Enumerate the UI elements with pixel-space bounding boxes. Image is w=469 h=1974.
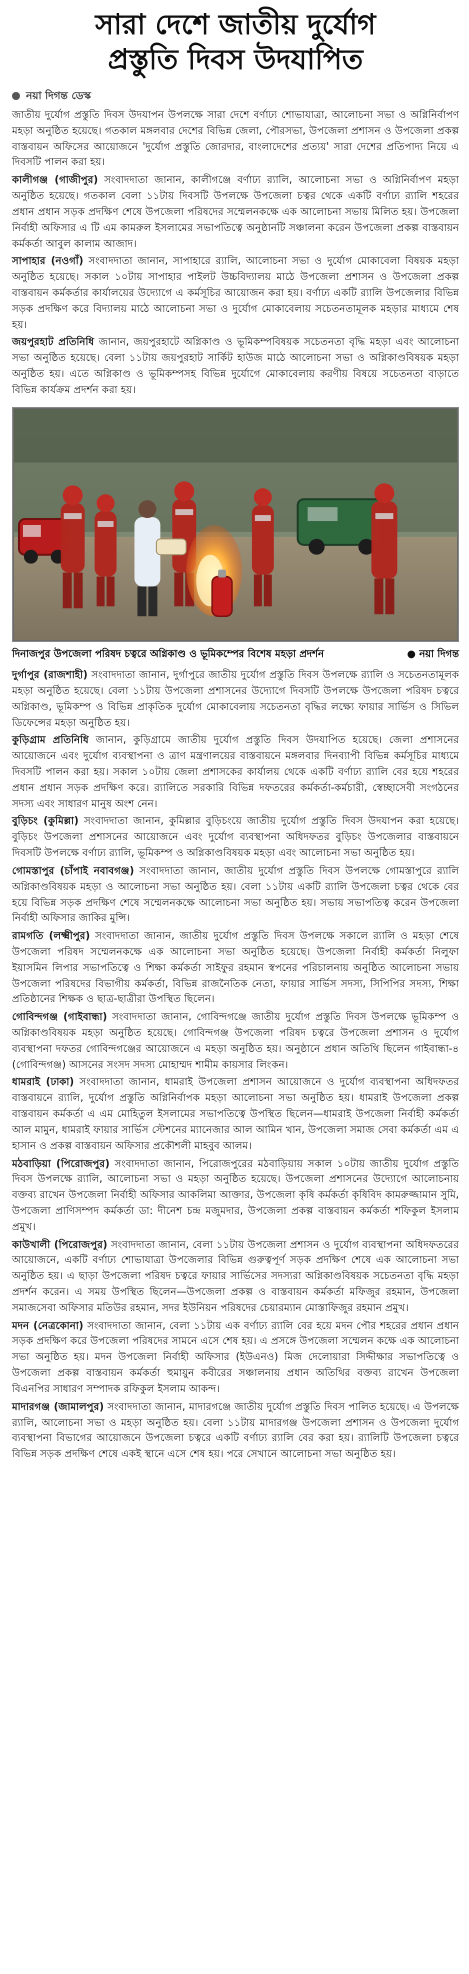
top-paragraphs — [12, 173, 459, 400]
bottom-dateline: গোবিন্দগঞ্জ (গাইবান্ধা) — [12, 1012, 108, 1024]
bottom-dateline: বুড়িচং (কুমিল্লা) — [12, 816, 79, 828]
bottom-dateline: গোমস্তাপুর (চাঁপাই নবাবগঞ্জ) — [12, 865, 135, 877]
photo-caption-text: দিনাজপুর উপজেলা পরিষদ চত্বরে অগ্নিকাণ্ড ও ভূমিকম্পের বিশেষ মহড়া প্রদর্শন — [12, 648, 324, 660]
lead-paragraph: জাতীয় দুর্যোগ প্রস্তুতি দিবস উদযাপন উপলক্ষে সারা দেশে বর্ণাঢ্য শোভাযাত্রা, আলোচনা সভা ও অগ্নিনির্বাপণ মহড়া অনুষ্ঠিত হয়েছে। গতকাল মঙ্গলবার দেশের বিভিন্ন জেলা, পৌরসভা, উপজেলা প্রশাসন ও উপজেলা প্রকল্প বাস্তবায়ন অফিসের আয়োজনে 'দুর্যোগ প্রস্তুতি জোরদার, বাংলাদেশের প্রত্যয়' সারা দেশের প্রতিপাদ্য নিয়ে এ দিবসটি পালন করা হয়। — [12, 110, 459, 169]
bottom-dateline: মঠবাড়িয়া (পিরোজপুর) — [12, 1158, 110, 1170]
top-body: সংবাদদাতা জানান, কালীগঞ্জে বর্ণাঢ্য র‌্যালি, আলোচনা সভা ও অগ্নিনির্বাপণ মহড়া অনুষ্ঠিত হয়েছে। গতকাল বেলা ১১টায় দিবসটি উপলক্ষে উপজেলা চত্বর থেকে একটি বর্ণাঢ্য র‌্যালি শহরের প্রধান প্রধান সড়ক প্রদক্ষিণ শেষে উপজেলা পরিষদের সম্মেলনকক্ষে এক আলোচনা সভায় মিলিত হয়। উপজেলা নির্বাহী অফিসার এ টি এম কামরুল ইসলামের সভাপতিত্বে অনুষ্ঠানটি সঞ্চালনা করেন উপজেলা প্রকল্প বাস্তবায়ন কর্মকর্তা আবুল কালাম আজাদ। — [12, 175, 459, 250]
bottom-body: সংবাদদাতা জানান, বেলা ১১টায় এক বর্ণাঢ্য র‌্যালি বের হয়ে মদন পৌর শহরের প্রধান প্রধান সড়ক প্রদক্ষিণ করে উপজেলা পরিষদের সামনে এসে শেষ হয়। এ প্রসঙ্গে উপজেলা সম্মেলন কক্ষে এক আলোচনা সভা অনুষ্ঠিত হয়। মদন উপজেলা নির্বাহী অফিসার (ইউএনও) মিজ দেলোয়ারা সিদ্দীক্ষার সভাপতিত্বে ও উপজেলা প্রকল্প বাস্তবায়ন কর্মকর্তা হুমায়ুন কবীরের সঞ্চালনায় প্রধান অতিথির বক্তব্য রাখেন উপজেলা বিএনপির সাধারণ সম্পাদক রফিকুল ইসলাম আকন্দ। — [12, 1320, 459, 1395]
bottom-body: সংবাদদাতা জানান, বেলা ১১টায় উপজেলা প্রশাসন ও দুর্যোগ ব্যবস্থাপনা অধিদফতরের আয়োজনে, একটি বর্ণাঢ্য শোভাযাত্রা উপজেলার বিভিন্ন গুরুত্বপূর্ণ সড়ক প্রদক্ষিণ শেষে এক আলোচনা সভা অনুষ্ঠিত হয়। এ ছাড়া উপজেলা পরিষদ চত্বরে ফায়ার সার্ভিসের সদস্যরা অগ্নিকাণ্ডবিষয়ক সচেতনতা বৃদ্ধি মহড়া প্রদর্শন করেন। এ সময় উপস্থিত ছিলেন—উপজেলা প্রকল্প ও বাস্তবায়ন কর্মকর্তা মফিজুর রহমান, উপজেলা সমাজসেবা অফিসার মতিউর রহমান, সদর ইউনিয়ন পরিষদের চেয়ারম্যান মোস্তাফিজুর রহমান প্রমুখ। — [12, 1239, 459, 1314]
article-photo — [12, 407, 459, 642]
headline-line-1: সারা দেশে জাতীয় দুর্যোগ — [95, 8, 376, 41]
bottom-paragraph — [12, 864, 459, 927]
top-paragraph — [12, 335, 459, 398]
top-dateline: সাপাহার (নওগাঁ) — [12, 256, 84, 268]
bottom-dateline: দুর্গাপুর (রাজশাহী) — [12, 670, 88, 682]
bottom-body: সংবাদদাতা জানান, গোবিন্দগঞ্জে জাতীয় দুর্যোগ প্রস্তুতি দিবস উপলক্ষে ভূমিকম্প ও অগ্নিকাণ্ডবিষয়ক মহড়া অনুষ্ঠিত হয়েছে। গোবিন্দগঞ্জ উপজেলা পরিষদ চত্বরে উপজেলা প্রশাসন ও দুর্যোগ ব্যবস্থাপনা দফতর গোবিন্দগঞ্জের আয়োজনে এ মহড়া অনুষ্ঠিত হয়। অনুষ্ঠানে প্রধান অতিথি ছিলেন গাইবান্ধা-৪ (গোবিন্দগঞ্জ) আসনের সংসদ সদস্য মোহাম্মদ শামীম কায়সার লিংকন। — [12, 1012, 460, 1071]
bottom-body: সংবাদদাতা জানান, দুর্গাপুরে জাতীয় দুর্যোগ প্রস্তুতি দিবস উপলক্ষে র‌্যালি ও সচেতনতামূলক মহড়া অনুষ্ঠিত হয়েছে। বেলা ১১টায় উপজেলা প্রশাসনের উদ্যোগে দিবসটি উপলক্ষে উপজেলা পরিষদ চত্বরে অগ্নিকাণ্ড, ভূমিকম্প ও বিভিন্ন প্রাকৃতিক দুর্যোগ মোকাবেলায় সচেতনতা বৃদ্ধির লক্ষ্যে ফায়ার সার্ভিস ও সিভিল ডিফেন্সের মহড়া অনুষ্ঠিত হয়। — [12, 670, 459, 729]
bottom-body: সংবাদদাতা জানান, ধামরাই উপজেলা প্রশাসন আয়োজনে ও দুর্যোগ ব্যবস্থাপনা অধিদফতর বাস্তবায়নে র‌্যালি, দুর্যোগ প্রস্তুতি অগ্নিনির্বাপক মহড়া আলোচনা সভা অনুষ্ঠিত হয়। ধামরাই উপজেলা প্রকল্প বাস্তবায়ন কর্মকর্তা এ এম মোহিতুল ইসলামের সভাপতিত্বে উপস্থিত ছিলেন—ধামরাই উপজেলা নির্বাহী কর্মকর্তা আল মামুন, ধামরাই ফায়ার সার্ভিস স্টেশনের ম্যানেজার আল আমিন খান, উপজেলা সমাজ সেবা কর্মকর্তা এম এ হাসান ও প্রকল্প বাস্তবায়ন অফিসার প্রকৌশলী মাহবুব আলম। — [12, 1077, 459, 1152]
bottom-dateline: কুড়িগ্রাম প্রতিনিধি — [12, 735, 89, 747]
bottom-paragraph — [12, 929, 459, 1008]
bottom-paragraph — [12, 1075, 459, 1154]
green-vehicle — [298, 499, 384, 545]
bottom-paragraph — [12, 1319, 459, 1398]
bottom-body: সংবাদদাতা জানান, পিরোজপুরের মঠবাড়িয়ায় সকাল ১০টায় জাতীয় দুর্যোগ প্রস্তুতি দিবস উপলক্ষে র‌্যালি, আলোচনা সভা ও মহড়া অনুষ্ঠিত হয়েছে। উপজেলা প্রশাসনের উদ্যোগে আলোচনায় বক্তব্য রাখেন উপজেলা নির্বাহী অফিসার আকলিমা আক্তার, উপজেলা কৃষি কর্মকর্তা কৃষিবিদ কামরুজ্জামান সুমি, উপজেলা প্রাণিসম্পদ কর্মকর্তা ডা: দীনেশ চন্দ্র মজুমদার, উপজেলা প্রকল্প বাস্তবায়ন কর্মকর্তা শফিকুল ইসলাম প্রমুখ। — [12, 1158, 460, 1233]
bullet-icon — [12, 92, 20, 100]
bottom-dateline: মদন (নেত্রকোনা) — [12, 1320, 84, 1332]
bottom-paragraph — [12, 1010, 459, 1073]
photo-credit: ● নয়া দিগন্ত — [406, 648, 459, 660]
top-body: জানান, জয়পুরহাটে অগ্নিকাণ্ড ও ভূমিকম্পবিষয়ক সচেতনতা বৃদ্ধি মহড়া এবং আলোচনা সভা অনুষ্ঠিত হয়েছে। বেলা ১১টায় জয়পুরহাট সার্কিট হাউজ মাঠে আলোচনা সভা ও অগ্নিকাণ্ডবিষয়ক মহড়া অনুষ্ঠিত হয়। এতে অগ্নিকাণ্ড ও ভূমিকম্পসহ বিভিন্ন দুর্যোগে মোকাবেলায় করণীয় বিষয়ে সচেতনতা বাড়াতে বিভিন্ন কার্যক্রম প্রদর্শন করা হয়। — [12, 337, 459, 396]
bottom-paragraph — [12, 1400, 459, 1463]
bottom-body: জানান, কুড়িগ্রামে জাতীয় দুর্যোগ প্রস্তুতি দিবস উদযাপিত হয়েছে। জেলা প্রশাসনের আয়োজনে এবং দুর্যোগ ব্যবস্থাপনা ও ত্রাণ মন্ত্রণালয়ের বাস্তবায়নে মঙ্গলবার দিনব্যাপী বিভিন্ন কর্মসূচির মাধ্যমে দিবসটি পালন করা হয়। সকাল ১০টায় জেলা প্রশাসকের কার্যালয় থেকে একটি বর্ণাঢ্য র‌্যালি বের হয়ে শহরের প্রধান প্রধান সড়ক প্রদক্ষিণ করে। র‌্যালিতে সরকারি বিভিন্ন দফতরের কর্মকর্তা-কর্মচারী, স্বেচ্ছাসেবী সংগঠনের সদস্য এবং সাধারণ মানুষ অংশ নেন। — [12, 735, 459, 810]
bottom-paragraph — [12, 733, 459, 812]
bottom-body: সংবাদদাতা জানান, জাতীয় দুর্যোগ প্রস্তুতি দিবস উপলক্ষে গোমস্তাপুরে র‌্যালি অগ্নিকাণ্ডবিষয়ক মহড়া ও আলোচনা সভা অনুষ্ঠিত হয়। বেলা ১১টায় একটি র‌্যালি উপজেলা চত্বর থেকে বের হয়ে বিভিন্ন সড়ক প্রদক্ষিণ শেষে সম্মেলনকক্ষে আলোচনা সভা অনুষ্ঠিত হয়। সভায় সভাপতিত্ব করেন উপজেলা নির্বাহী অফিসার জাকির মুন্সি। — [12, 865, 459, 925]
article-headline — [12, 10, 459, 75]
bottom-dateline: ধামরাই (ঢাকা) — [12, 1077, 75, 1089]
top-dateline: জয়পুরহাট প্রতিনিধি — [12, 337, 95, 349]
bottom-body: সংবাদদাতা জানান, কুমিল্লার বুড়িচংয়ে জাতীয় দুর্যোগ প্রস্তুতি দিবস উদযাপন করা হয়েছে। বুড়িচং উপজেলা প্রশাসনের আয়োজনে এবং দুর্যোগ ব্যবস্থাপনা অধিদফতর বুড়িচং উপজেলার বাস্তবায়নে দিবসটি উপলক্ষে বর্ণাঢ্য র‌্যালি, ভূমিকম্প ও অগ্নিকাণ্ডবিষয়ক মহড়া এবং আলোচনা সভা অনুষ্ঠিত হয়। — [12, 816, 459, 860]
top-body: সংবাদদাতা জানান, সাপাহারে র‌্যালি, আলোচনা সভা ও দুর্যোগ মোকাবেলা বিষয়ক মহড়া অনুষ্ঠিত হয়েছে। সকাল ১০টায় সাপাহার পাইলট উচ্চবিদ্যালয় মাঠে উপজেলা প্রশাসন ও উপজেলা প্রকল্প বাস্তবায়ন কর্মকর্তার কার্যালয়ের উদ্যোগে এ কর্মসূচির আয়োজন করা হয়। বর্ণাঢ্য একটি র‌্যালি উপজেলার বিভিন্ন সড়ক প্রদক্ষিণ করে বিদ্যালয় মাঠে আলোচনা সভা ও দুর্যোগ মোকাবেলায় সচেতনতামূলক মহড়ার মাধ্যমে শেষ হয়। — [12, 256, 459, 331]
bottom-paragraph — [12, 668, 459, 731]
fire-drill-photo-illustration — [13, 408, 458, 641]
bottom-paragraph — [12, 1238, 459, 1317]
gas-cylinder — [212, 569, 232, 616]
photo-caption — [12, 647, 459, 663]
bottom-paragraph — [12, 814, 459, 861]
bottom-dateline: রামগতি (লক্ষ্মীপুর) — [12, 931, 91, 943]
top-dateline: কালীগঞ্জ (গাজীপুর) — [12, 175, 98, 187]
bottom-body: সংবাদদাতা জানান, মাদারগঞ্জে জাতীয় দুর্যোগ প্রস্তুতি দিবস পালিত হয়েছে। এ উপলক্ষে র‌্যালি, আলোচনা সভা ও মহড়া অনুষ্ঠিত হয়। বেলা ১১টায় মাদারগঞ্জ উপজেলা প্রশাসন ও উপজেলা দুর্যোগ ব্যবস্থাপনা বিভাগের আয়োজনে উপজেলা চত্বরে একটি বর্ণাঢ্য র‌্যালি বের করা হয়। র‌্যালিটি উপজেলা চত্বরে বিভিন্ন সড়ক প্রদক্ষিণ শেষে একই স্থানে এসে শেষ হয়। পরে সেখানে আলোচনা সভা অনুষ্ঠিত হয়। — [12, 1401, 459, 1461]
bottom-paragraph — [12, 1157, 459, 1236]
byline — [12, 88, 459, 104]
bottom-paragraphs — [12, 668, 459, 1964]
bottom-dateline: মাদারগঞ্জ (জামালপুর) — [12, 1401, 104, 1413]
headline-line-2: প্রস্তুতি দিবস উদযাপিত — [107, 43, 364, 77]
byline-text: নয়া দিগন্ত ডেস্ক — [26, 89, 91, 102]
top-paragraph — [12, 254, 459, 333]
top-paragraph — [12, 173, 459, 252]
bottom-dateline: কাউখালী (পিরোজপুর) — [12, 1239, 108, 1251]
bottom-body: সংবাদদাতা জানান, জাতীয় দুর্যোগ প্রস্তুতি দিবস উপলক্ষে সকালে র‌্যালি ও মহড়া শেষে উপজেলা পরিষদ সম্মেলনকক্ষে এক আলোচনা সভা অনুষ্ঠিত হয়েছে। উপজেলা নির্বাহী কর্মকর্তা নিলুফা ইয়াসমিন লিপার সভাপতিত্বে ও শিক্ষা কর্মকর্তা সাইফুর রহমান স্বপনের পরিচালনায় অনুষ্ঠিত আলোচনা সভায় উপজেলা পরিষদের বিভাগীয় কর্মকর্তা, বিভিন্ন রাজনৈতিক নেতা, ফায়ার সার্ভিস সদস্য, সিপিপির সদস্য, শিক্ষা প্রতিষ্ঠানের শিক্ষক ও ছাত্র-ছাত্রীরা উপস্থিত ছিলেন। — [12, 931, 459, 1006]
